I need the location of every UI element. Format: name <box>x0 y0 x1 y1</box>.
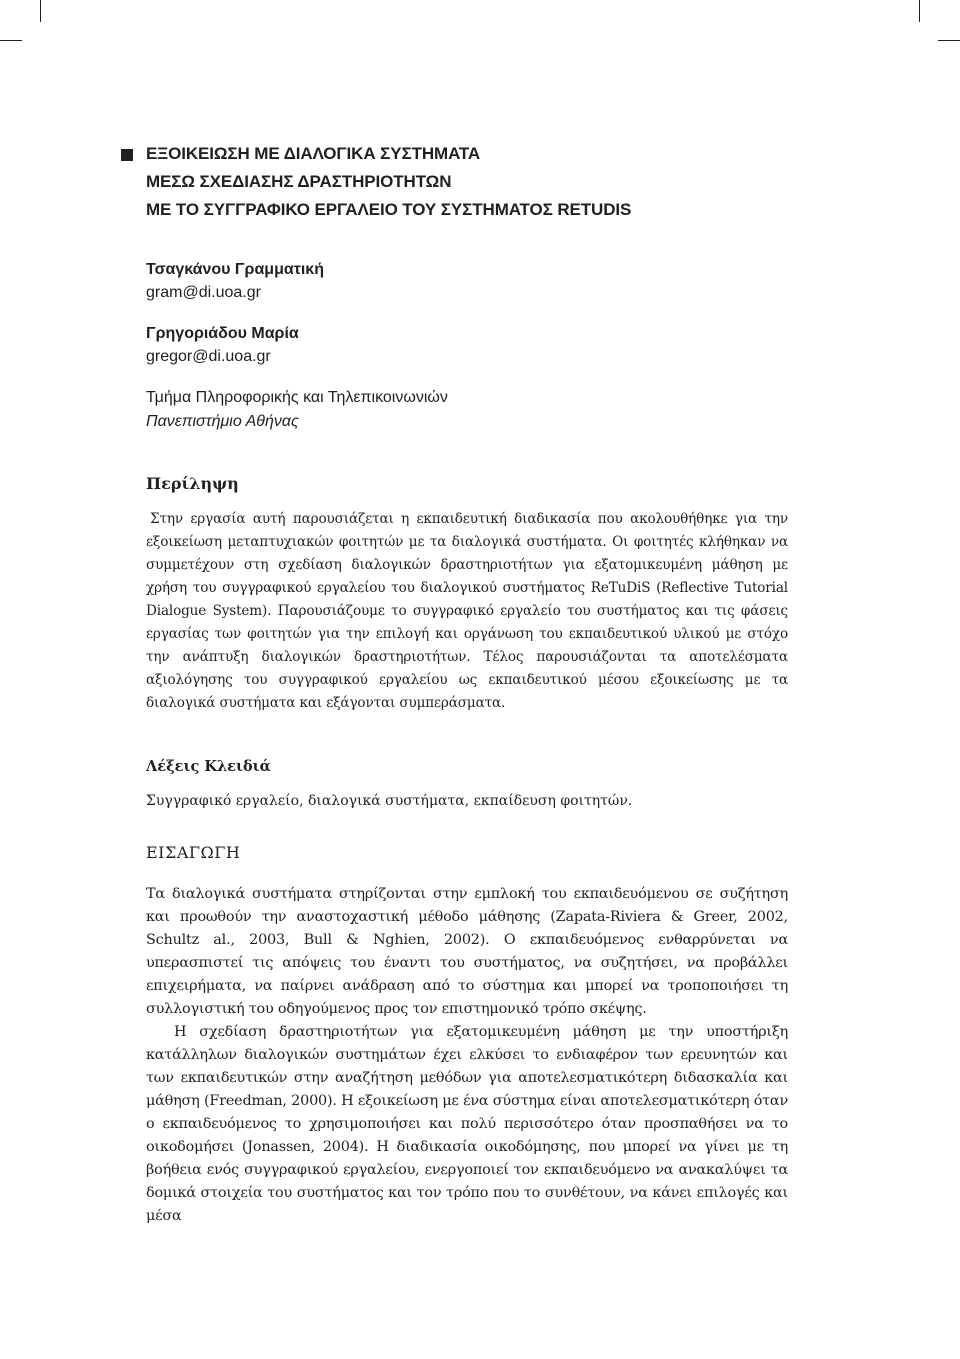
introduction-paragraph-1: Τα διαλογικά συστήματα στηρίζονται στην εμπλοκή του εκπαιδευόμενου σε συζήτηση και προωθούν την αναστοχαστική μέθοδο μάθησης (Zapata-Riviera & Greer, 2002, Schultz al., 2003, Bull & Nghien, 2002). Ο εκπαιδευόμενος ενθαρρύνεται να υπερασπιστεί τις απόψεις του έναντι του συστήματος, να συζητήσει, να προβάλλει επιχειρήματα, να παίρνει ανάδραση από το σύστημα και μπορεί να τροποποιήσει τη συλλογιστική του οδηγούμενος προς τον επιστημονικό τρόπο σκέψης. <box>146 886 788 1017</box>
author-email-2[interactable]: gregor@di.uoa.gr <box>146 348 271 365</box>
title-line-2: ΜΕΣΩ ΣΧΕΔΙΑΣΗΣ ΔΡΑΣΤΗΡΙΟΤΗΤΩΝ <box>146 172 452 191</box>
abstract-body <box>146 508 788 715</box>
crop-mark-top-left-h <box>0 40 22 41</box>
crop-mark-top-right-h <box>938 40 960 41</box>
abstract-heading: Περίληψη <box>146 474 239 493</box>
introduction-body <box>146 883 788 1228</box>
crop-mark-top-left <box>40 0 41 22</box>
author-name-2: Γρηγοριάδου Μαρία <box>146 325 299 342</box>
paper-title <box>146 140 788 224</box>
author-email-1[interactable]: gram@di.uoa.gr <box>146 284 261 301</box>
keywords-text: Συγγραφικό εργαλείο, διαλογικά συστήματα, εκπαίδευση φοιτητών. <box>146 793 633 809</box>
affiliation-university: Πανεπιστήμιο Αθήνας <box>146 413 299 430</box>
affiliation-department: Τμήμα Πληροφορικής και Τηλεπικοινωνιών <box>146 389 448 406</box>
keywords-heading: Λέξεις Κλειδιά <box>146 758 271 775</box>
paper-page <box>146 140 788 1228</box>
authors <box>146 258 788 368</box>
crop-mark-top-right <box>919 0 920 22</box>
title-line-3: ΜΕ ΤΟ ΣΥΓΓΡΑΦΙΚΟ ΕΡΓΑΛΕΙΟ ΤΟΥ ΣΥΣΤΗΜΑΤΟΣ RETUDIS <box>146 200 632 219</box>
title-line-1: ΕΞΟΙΚΕΙΩΣΗ ΜΕ ΔΙΑΛΟΓΙΚΑ ΣΥΣΤΗΜΑΤΑ <box>146 144 481 163</box>
introduction-paragraph-2: Η σχεδίαση δραστηριοτήτων για εξατομικευμένη μάθηση με την υποστήριξη κατάλληλων διαλογικών συστημάτων έχει ελκύσει το ενδιαφέρον των ερευνητών και των εκπαιδευτικών στην αναζήτηση μεθόδων για αποτελεσματικότερη διδασκαλία και μάθηση (Freedman, 2000). Η εξοικείωση με ένα σύστημα είναι αποτελεσματικότερη όταν ο εκπαιδευόμενος το χρησιμοποιήσει και πολύ περισσότερο όταν προσπαθήσει να το οικοδομήσει (Jonassen, 2004). Η διαδικασία οικοδόμησης, που μπορεί να γίνει με τη βοήθεια ενός συγγραφικού εργαλείου, ενεργοποιεί τον εκπαιδευόμενο να ανακαλύψει τα δομικά στοιχεία του συστήματος και τον τρόπο που το συνθέτουν, να κάνει επιλογές και μέσα <box>146 1024 788 1224</box>
introduction-heading: ΕΙΣΑΓΩΓΗ <box>146 843 241 862</box>
author-name-1: Τσαγκάνου Γραμματική <box>146 261 324 278</box>
abstract-paragraph: Στην εργασία αυτή παρουσιάζεται η εκπαιδευτική διαδικασία που ακολουθήθηκε για την εξοικείωση μεταπτυχιακών φοιτητών με τα διαλογικά συστήματα. Οι φοιτητές κλήθηκαν να συμμετέχουν στη σχεδίαση διαλογικών δραστηριοτήτων για εξατομικευμένη μάθηση με χρήση του συγγραφικού εργαλείου του διαλογικού συστήματος ReTuDiS (Reflective Tutorial Dialogue System). Παρουσιάζουμε το συγγραφικό εργαλείο του συστήματος και τις φάσεις εργασίας των φοιτητών για την επιλογή και οργάνωση του εκπαιδευτικού υλικού με στόχο την ανάπτυξη διαλογικών δραστηριοτήτων. Τέλος παρουσιάζονται τα αποτελέσματα αξιολόγησης του συγγραφικού εργαλείου ως εκπαιδευτικού μέσου εξοικείωσης με τα διαλογικά συστήματα και εξάγονται συμπεράσματα. <box>146 511 788 711</box>
title-bullet-square <box>121 149 133 161</box>
affiliation <box>146 386 788 434</box>
